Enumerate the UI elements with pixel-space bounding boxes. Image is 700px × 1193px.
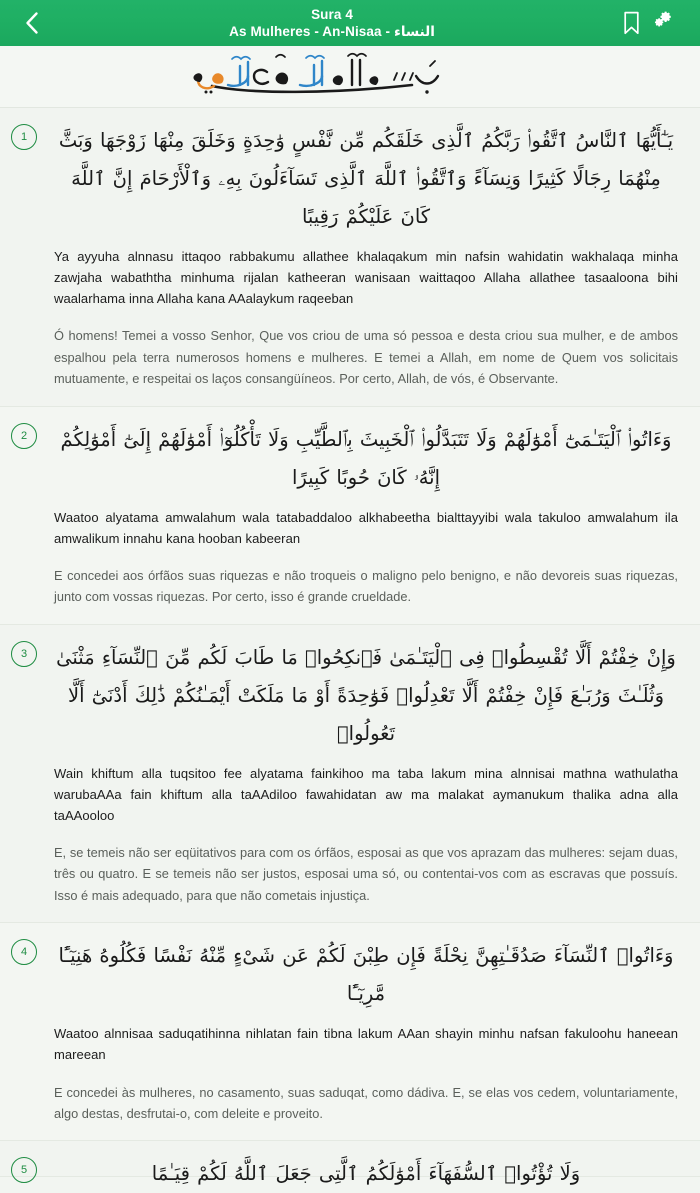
bismillah-block [0, 46, 700, 108]
verse-number-badge[interactable]: 5 [11, 1157, 37, 1183]
header-actions [616, 8, 686, 38]
bookmark-outline-icon [623, 11, 640, 35]
verse-number-badge[interactable]: 3 [11, 641, 37, 667]
verse-translation: E concedei às mulheres, no casamento, suas saduqat, como dádiva. E, se elas vos cedem, voluntariamente, algo destas, desfrutai-o, com deleite e proveito. [54, 1084, 678, 1121]
header-title-group [48, 7, 616, 38]
verse-arabic-text: يَـٰٓأَيُّهَا ٱلنَّاسُ ٱتَّقُوا۟ رَبَّكُمُ ٱلَّذِى خَلَقَكُم مِّن نَّفْسٍ وَٰحِدَةٍ وَخَلَقَ مِنْهَا زَوْجَهَا وَبَثَّ مِنْهُمَا رِجَالًا كَثِيرًا وَنِسَآءً وَٱتَّقُوا۟ ٱللَّهَ ٱلَّذِى تَسَآءَلُونَ بِهِۦ وَٱلْأَرْحَامَ إِنَّ ٱللَّهَ كَانَ عَلَيْكُمْ رَقِيبًا [58, 129, 674, 229]
verse-translation: E concedei aos órfãos suas riquezas e não troqueis o maligno pelo benigno, e não devoreis suas riquezas, junto com vossas riquezas. Por certo, isso é grande crueldade. [54, 567, 678, 605]
verse-block[interactable] [0, 625, 700, 924]
settings-button[interactable] [656, 8, 686, 38]
sura-scroll-area[interactable] [0, 46, 700, 1186]
verse-arabic-text: وَلَا تُؤْتُوا۟ ٱلسُّفَهَآءَ أَمْوَٰلَكُمُ ٱلَّتِى جَعَلَ ٱللَّهُ لَكُمْ قِيَـٰمًا [151, 1162, 581, 1186]
bismillah-calligraphy-icon [180, 52, 520, 98]
verse-number-badge[interactable]: 4 [11, 939, 37, 965]
chevron-left-icon [24, 11, 39, 35]
app-header [0, 0, 700, 46]
verse-transliteration: Waatoo alnnisaa saduqatihinna nihlatan fain tibna lakum AAan shayin minhu nafsan fakuloohu haneean mareean [54, 1026, 678, 1063]
verse-arabic-text: وَإِنْ خِفْتُمْ أَلَّا تُقْسِطُوا۟ فِى ٱلْيَتَـٰمَىٰ فَٱنكِحُوا۟ مَا طَابَ لَكُم مِّنَ ٱلنِّسَآءِ مَثْنَىٰ وَثُلَـٰثَ وَرُبَـٰعَ فَإِنْ خِفْتُمْ أَلَّا تَعْدِلُوا۟ فَوَٰحِدَةً أَوْ مَا مَلَكَتْ أَيْمَـٰنُكُمْ ذَٰلِكَ أَدْنَىٰٓ أَلَّا تَعُولُوا۟ [56, 645, 676, 745]
verse-translation: Ó homens! Temei a vosso Senhor, Que vos criou de uma só pessoa e desta criou sua mulher, e de ambos espalhou pela terra numerosos homens e mulheres. E temei a Allah, em nome de Quem vos solicitais mutuamente, e respeitai os laços consangüíneos. Por certo, Allah, de vós, é Observante. [54, 328, 678, 387]
bookmark-button[interactable] [616, 8, 646, 38]
verse-translation: E, se temeis não ser eqüitativos para com os órfãos, esposai as que vos aprazam das mulheres: sejam duas, três ou quatro. E se temeis não ser justos, esposai uma só, ou contentai-vos com as escravas que possuís. Isso é mais adequado, para que não cometais injustiça. [54, 844, 678, 903]
verse-block[interactable] [0, 923, 700, 1141]
back-button[interactable] [14, 6, 48, 40]
verse-block[interactable] [0, 1141, 700, 1186]
verse-number-badge[interactable]: 2 [11, 423, 37, 449]
sura-name-label: As Mulheres - An-Nisaa - النساء [229, 23, 435, 39]
verse-transliteration: Waatoo alyatama amwalahum wala tatabaddaloo alkhabeetha bialttayyibi wala takuloo amwalahum ila amwalikum innahu kana hooban kabeeran [54, 509, 678, 546]
gears-icon [658, 11, 684, 35]
verse-number-badge[interactable]: 1 [11, 124, 37, 150]
verse-transliteration: Ya ayyuha alnnasu ittaqoo rabbakumu allathee khalaqakum min nafsin wahidatin wakhalaqa minha zawjaha wabaththa minhuma rijalan katheeran wanisaan waittaqoo Allaha allathee tasaaloona bihi waalarhama inna Allaha kana AAalaykum raqeeban [54, 249, 678, 307]
verse-arabic-text: وَءَاتُوا۟ ٱلْيَتَـٰمَىٰٓ أَمْوَٰلَهُمْ وَلَا تَتَبَدَّلُوا۟ ٱلْخَبِيثَ بِٱلطَّيِّبِ وَلَا تَأْكُلُوٓا۟ أَمْوَٰلَهُمْ إِلَىٰٓ أَمْوَٰلِكُمْ إِنَّهُۥ كَانَ حُوبًا كَبِيرًا [60, 427, 672, 489]
verse-block[interactable] [0, 108, 700, 407]
verse-transliteration: Wain khiftum alla tuqsitoo fee alyatama fainkihoo ma taba lakum mina alnnisai mathna wathulatha warubaAAa fain khiftum alla taAAdiloo fawahidatan aw ma malakat aymanukum thalika adna alla taAAooloo [54, 765, 678, 823]
sura-number-label: Sura 4 [311, 7, 353, 23]
verse-block[interactable] [0, 407, 700, 625]
verse-arabic-text: وَءَاتُوا۟ ٱلنِّسَآءَ صَدُقَـٰتِهِنَّ نِحْلَةً فَإِن طِبْنَ لَكُمْ عَن شَىْءٍ مِّنْهُ نَفْسًا فَكُلُوهُ هَنِيٓـًٔا مَّرِيٓـًٔا [58, 944, 674, 1006]
